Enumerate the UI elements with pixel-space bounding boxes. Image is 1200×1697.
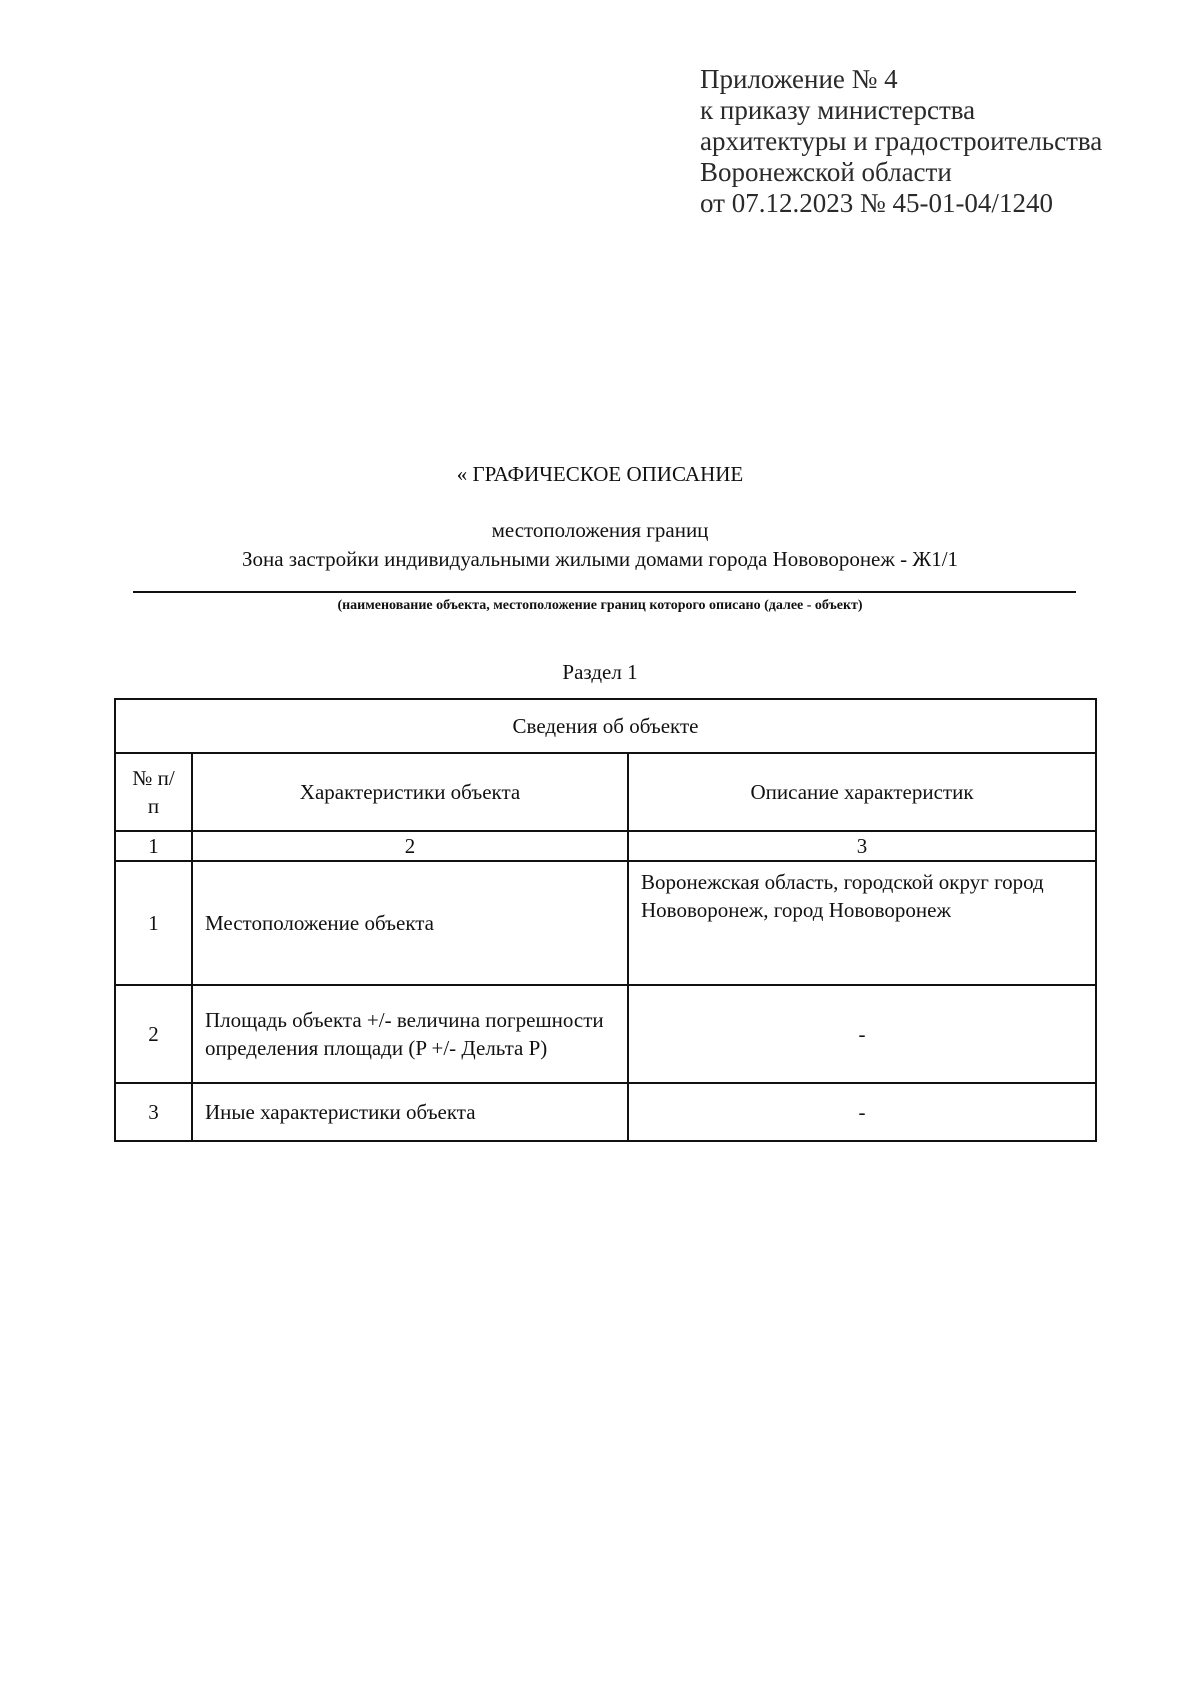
table-row (115, 985, 1096, 1083)
appendix-line: архитектуры и градостроительства (700, 126, 1103, 156)
column-number-row (115, 831, 1096, 861)
table-header-row (115, 753, 1096, 831)
row-characteristic: Площадь объекта +/- величина погрешности определения площади (P +/- Дельта P) (192, 985, 628, 1083)
header-number: № п/п (115, 753, 192, 831)
appendix-line: Воронежской области (700, 157, 952, 187)
header-characteristic: Характеристики объекта (192, 753, 628, 831)
table-title-row (115, 699, 1096, 753)
object-name: Зона застройки индивидуальными жилыми домами города Нововоронеж - Ж1/1 (241, 547, 959, 571)
column-number: 2 (192, 831, 628, 861)
row-description: Воронежская область, городской округ город Нововоронеж, город Нововоронеж (628, 861, 1096, 985)
row-number: 2 (115, 985, 192, 1083)
row-number: 3 (115, 1083, 192, 1141)
appendix-line: от 07.12.2023 № 45-01-04/1240 (700, 188, 1053, 218)
appendix-block (700, 64, 1102, 219)
document-subtitle: местоположения границ (491, 518, 709, 542)
appendix-line: к приказу министерства (700, 95, 976, 125)
row-description: - (628, 985, 1096, 1083)
underline-rule (133, 591, 1076, 593)
row-number: 1 (115, 861, 192, 985)
section-label: Раздел 1 (562, 660, 638, 684)
column-number: 1 (115, 831, 192, 861)
table-row (115, 1083, 1096, 1141)
object-name-caption: (наименование объекта, местоположение границ которого описано (далее - объект) (337, 598, 863, 613)
table-row (115, 861, 1096, 985)
table-title: Сведения об объекте (115, 699, 1096, 753)
document-title: « ГРАФИЧЕСКОЕ ОПИСАНИЕ (456, 462, 744, 486)
object-info-table (114, 698, 1097, 1142)
column-number: 3 (628, 831, 1096, 861)
appendix-line: Приложение № 4 (700, 64, 898, 94)
row-description: - (628, 1083, 1096, 1141)
row-characteristic: Иные характеристики объекта (192, 1083, 628, 1141)
header-description: Описание характеристик (628, 753, 1096, 831)
row-characteristic: Местоположение объекта (192, 861, 628, 985)
